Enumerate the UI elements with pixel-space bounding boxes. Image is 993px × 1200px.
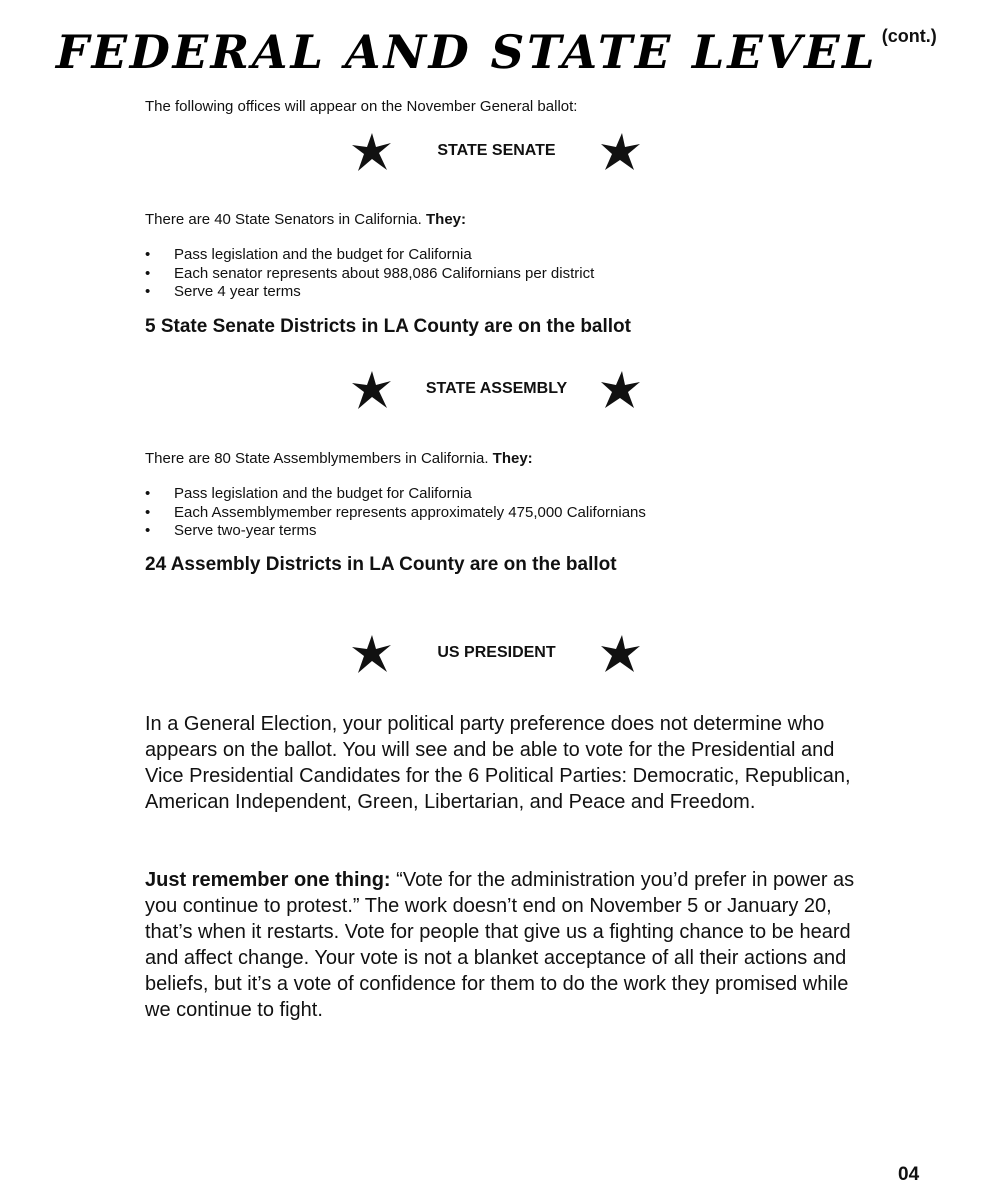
star-icon bbox=[598, 632, 642, 676]
senate-lead-bold: They: bbox=[426, 211, 467, 228]
assembly-bullet-list bbox=[145, 485, 646, 541]
senate-lead-text: There are 40 State Senators in California. bbox=[145, 211, 426, 228]
section-label: STATE SENATE bbox=[437, 142, 556, 159]
remember-bold: Just remember one thing: bbox=[145, 869, 391, 891]
section-heading-state-assembly bbox=[0, 368, 993, 412]
remember-text: “Vote for the administration you’d prefer in power as you continue to protest.” The work doesn’t end on November 5 or January 20, that’s when it restarts. Vote for people that give us a fighting chance to be heard and affect change. Your vote is not a blanket acceptance of all their actions and beliefs, but it’s a vote of confidence for them to do the work they promised while we continue to fight. bbox=[145, 869, 855, 1021]
assembly-lead-text: There are 80 State Assemblymembers in California. bbox=[145, 450, 493, 467]
list-item: • Pass legislation and the budget for California bbox=[145, 246, 594, 265]
intro-text: The following offices will appear on the November General ballot: bbox=[145, 98, 578, 115]
senate-lead bbox=[145, 210, 466, 229]
list-item: • Serve two-year terms bbox=[145, 522, 646, 541]
assembly-lead bbox=[145, 449, 533, 468]
section-label: US PRESIDENT bbox=[437, 644, 556, 661]
section-heading-us-president bbox=[0, 632, 993, 676]
list-item: • Pass legislation and the budget for California bbox=[145, 485, 646, 504]
remember-paragraph bbox=[145, 867, 865, 1023]
page-title-suffix: (cont.) bbox=[881, 26, 937, 46]
president-paragraph: In a General Election, your political party preference does not determine who appears on the ballot. You will see and be able to vote for the Presidential and Vice Presidential Candidates for the 6 Political Parties: Democratic, Republican, American Independent, Green, Libertarian, and Peace and Freedom. bbox=[145, 713, 851, 813]
list-item: • Serve 4 year terms bbox=[145, 283, 594, 302]
star-icon bbox=[598, 130, 642, 174]
section-heading-state-senate bbox=[0, 130, 993, 174]
senate-bullet-list bbox=[145, 246, 594, 302]
page-number: 04 bbox=[898, 1164, 920, 1185]
section-label: STATE ASSEMBLY bbox=[425, 380, 568, 397]
list-item: • Each Assemblymember represents approximately 475,000 Californians bbox=[145, 504, 646, 523]
page-title: FEDERAL AND STATE LEVEL bbox=[50, 25, 884, 79]
list-item: • Each senator represents about 988,086 Californians per district bbox=[145, 265, 594, 284]
page-header bbox=[0, 22, 993, 82]
senate-summary: 5 State Senate Districts in LA County are on the ballot bbox=[145, 316, 631, 337]
assembly-summary: 24 Assembly Districts in LA County are on the ballot bbox=[145, 554, 617, 575]
star-icon bbox=[598, 368, 642, 412]
assembly-lead-bold: They: bbox=[492, 450, 533, 467]
